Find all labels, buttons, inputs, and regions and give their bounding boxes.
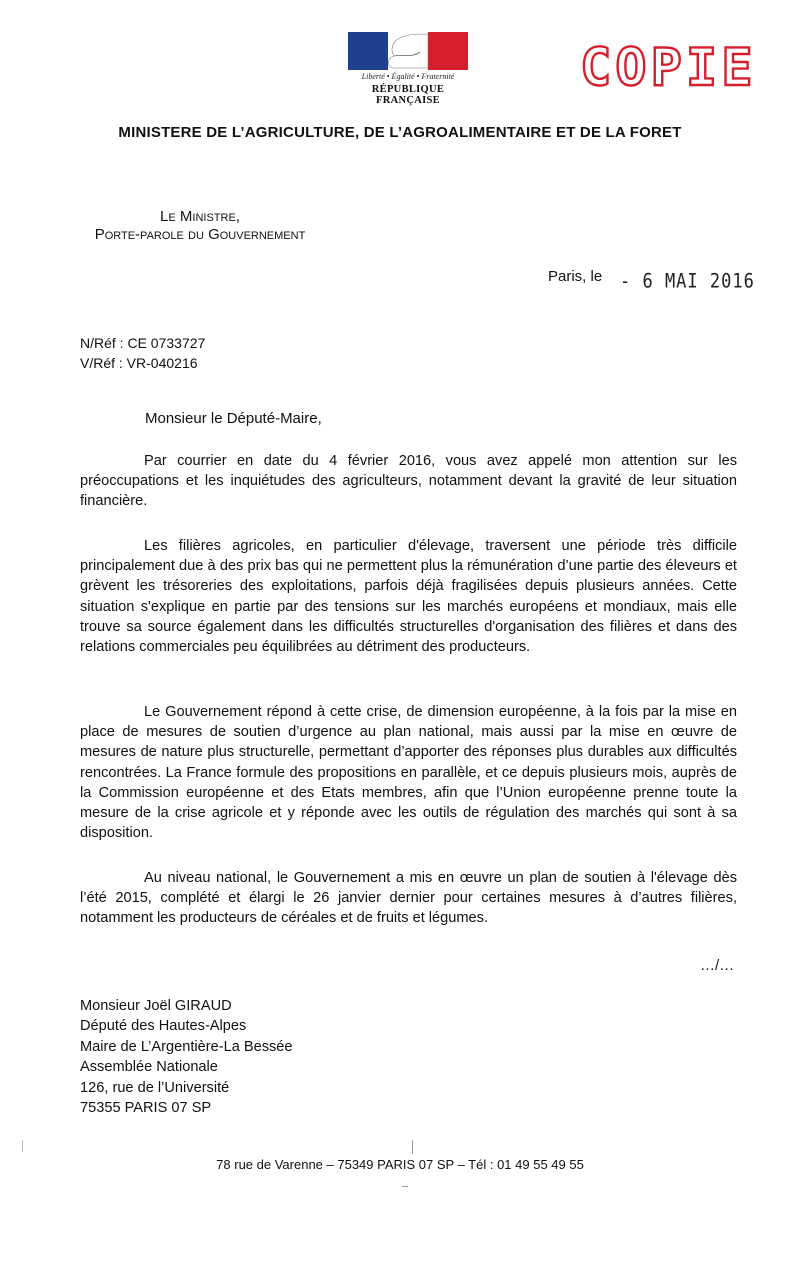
date-stamp: - 6 MAI 2016 (620, 270, 755, 293)
marianne-logo (343, 32, 473, 104)
addressee-line: Député des Hautes-Alpes (80, 1018, 247, 1035)
tricolor-flag-icon (348, 32, 468, 70)
continued-mark: …/… (700, 957, 735, 974)
ministry-heading: MINISTERE DE L’AGRICULTURE, DE L’AGROALIMENTAIRE ET DE LA FORET (118, 124, 682, 141)
your-reference: V/Réf : VR-040216 (80, 355, 198, 371)
scan-mark (22, 1140, 23, 1152)
republic-motto: Liberté • Égalité • Fraternité (361, 72, 455, 81)
letter-paragraph: Au niveau national, le Gouvernement a mis en œuvre un plan de soutien à l'élevage dès l’été 2015, complété et élargi le 26 janvier dernier pour certaines mesures à d’autres filières, notamment les producteurs de céréales et de fruits et légumes. (80, 870, 737, 927)
place-label: Paris, le (548, 268, 603, 285)
scan-mark (412, 1140, 413, 1154)
addressee-line: 75355 PARIS 07 SP (80, 1100, 212, 1117)
republic-name: RÉPUBLIQUE FRANÇAISE (371, 84, 445, 106)
footer-address: 78 rue de Varenne – 75349 PARIS 07 SP – Tél : 01 49 55 49 55 (216, 1157, 584, 1172)
addressee-line: Maire de L’Argentière-La Bessée (80, 1038, 293, 1055)
letter-paragraph: Les filières agricoles, en particulier d'élevage, traversent une période très difficile principalement due à des prix bas qui ne permettent plus la rémunération d’une partie des éleveurs et grèvent les trésoreries des exploitations, parfois déjà fragilisées depuis plusieurs années. Cette situation s'explique en partie par des tensions sur les marchés européens et mondiaux, mais elle trouve sa source également dans les difficultés structurelles d'organisation des filières et dans des relations commerciales peu équilibrées au détriment des producteurs. (80, 538, 737, 656)
scan-mark (402, 1186, 408, 1187)
letter-paragraph: Par courrier en date du 4 février 2016, vous avez appelé mon attention sur les préoccupations et les inquiétudes des agriculteurs, notamment devant la gravité de leur situation financière. (80, 453, 737, 510)
copie-stamp: COPIE (580, 38, 757, 98)
minister-title (40, 208, 360, 244)
addressee-block (80, 996, 293, 1118)
addressee-line: Assemblée Nationale (80, 1059, 218, 1076)
minister-line: Le Ministre, (160, 208, 240, 225)
addressee-line: Monsieur Joël GIRAUD (80, 998, 232, 1014)
our-reference: N/Réf : CE 0733727 (80, 335, 206, 351)
salutation: Monsieur le Député-Maire, (145, 410, 322, 427)
letter-paragraph: Le Gouvernement répond à cette crise, de dimension européenne, à la fois par la mise en place de mesures de soutien d’urgence au plan national, mais aussi par la mise en œuvre de mesures de nature plus structurelle, permettant d’apporter des réponses plus durables aux difficultés rencontrées. La France formule des propositions en parallèle, et ce depuis plusieurs mois, auprès de la Commission européenne et des Etats membres, afin que l’Union européenne prenne toute la mesure de la crise agricole et y réponde avec les outils de régulation des marchés qui sont à sa disposition. (80, 704, 737, 842)
spokesperson-line: Porte-parole du Gouvernement (94, 226, 306, 243)
addressee-line: 126, rue de l’Université (80, 1079, 230, 1096)
